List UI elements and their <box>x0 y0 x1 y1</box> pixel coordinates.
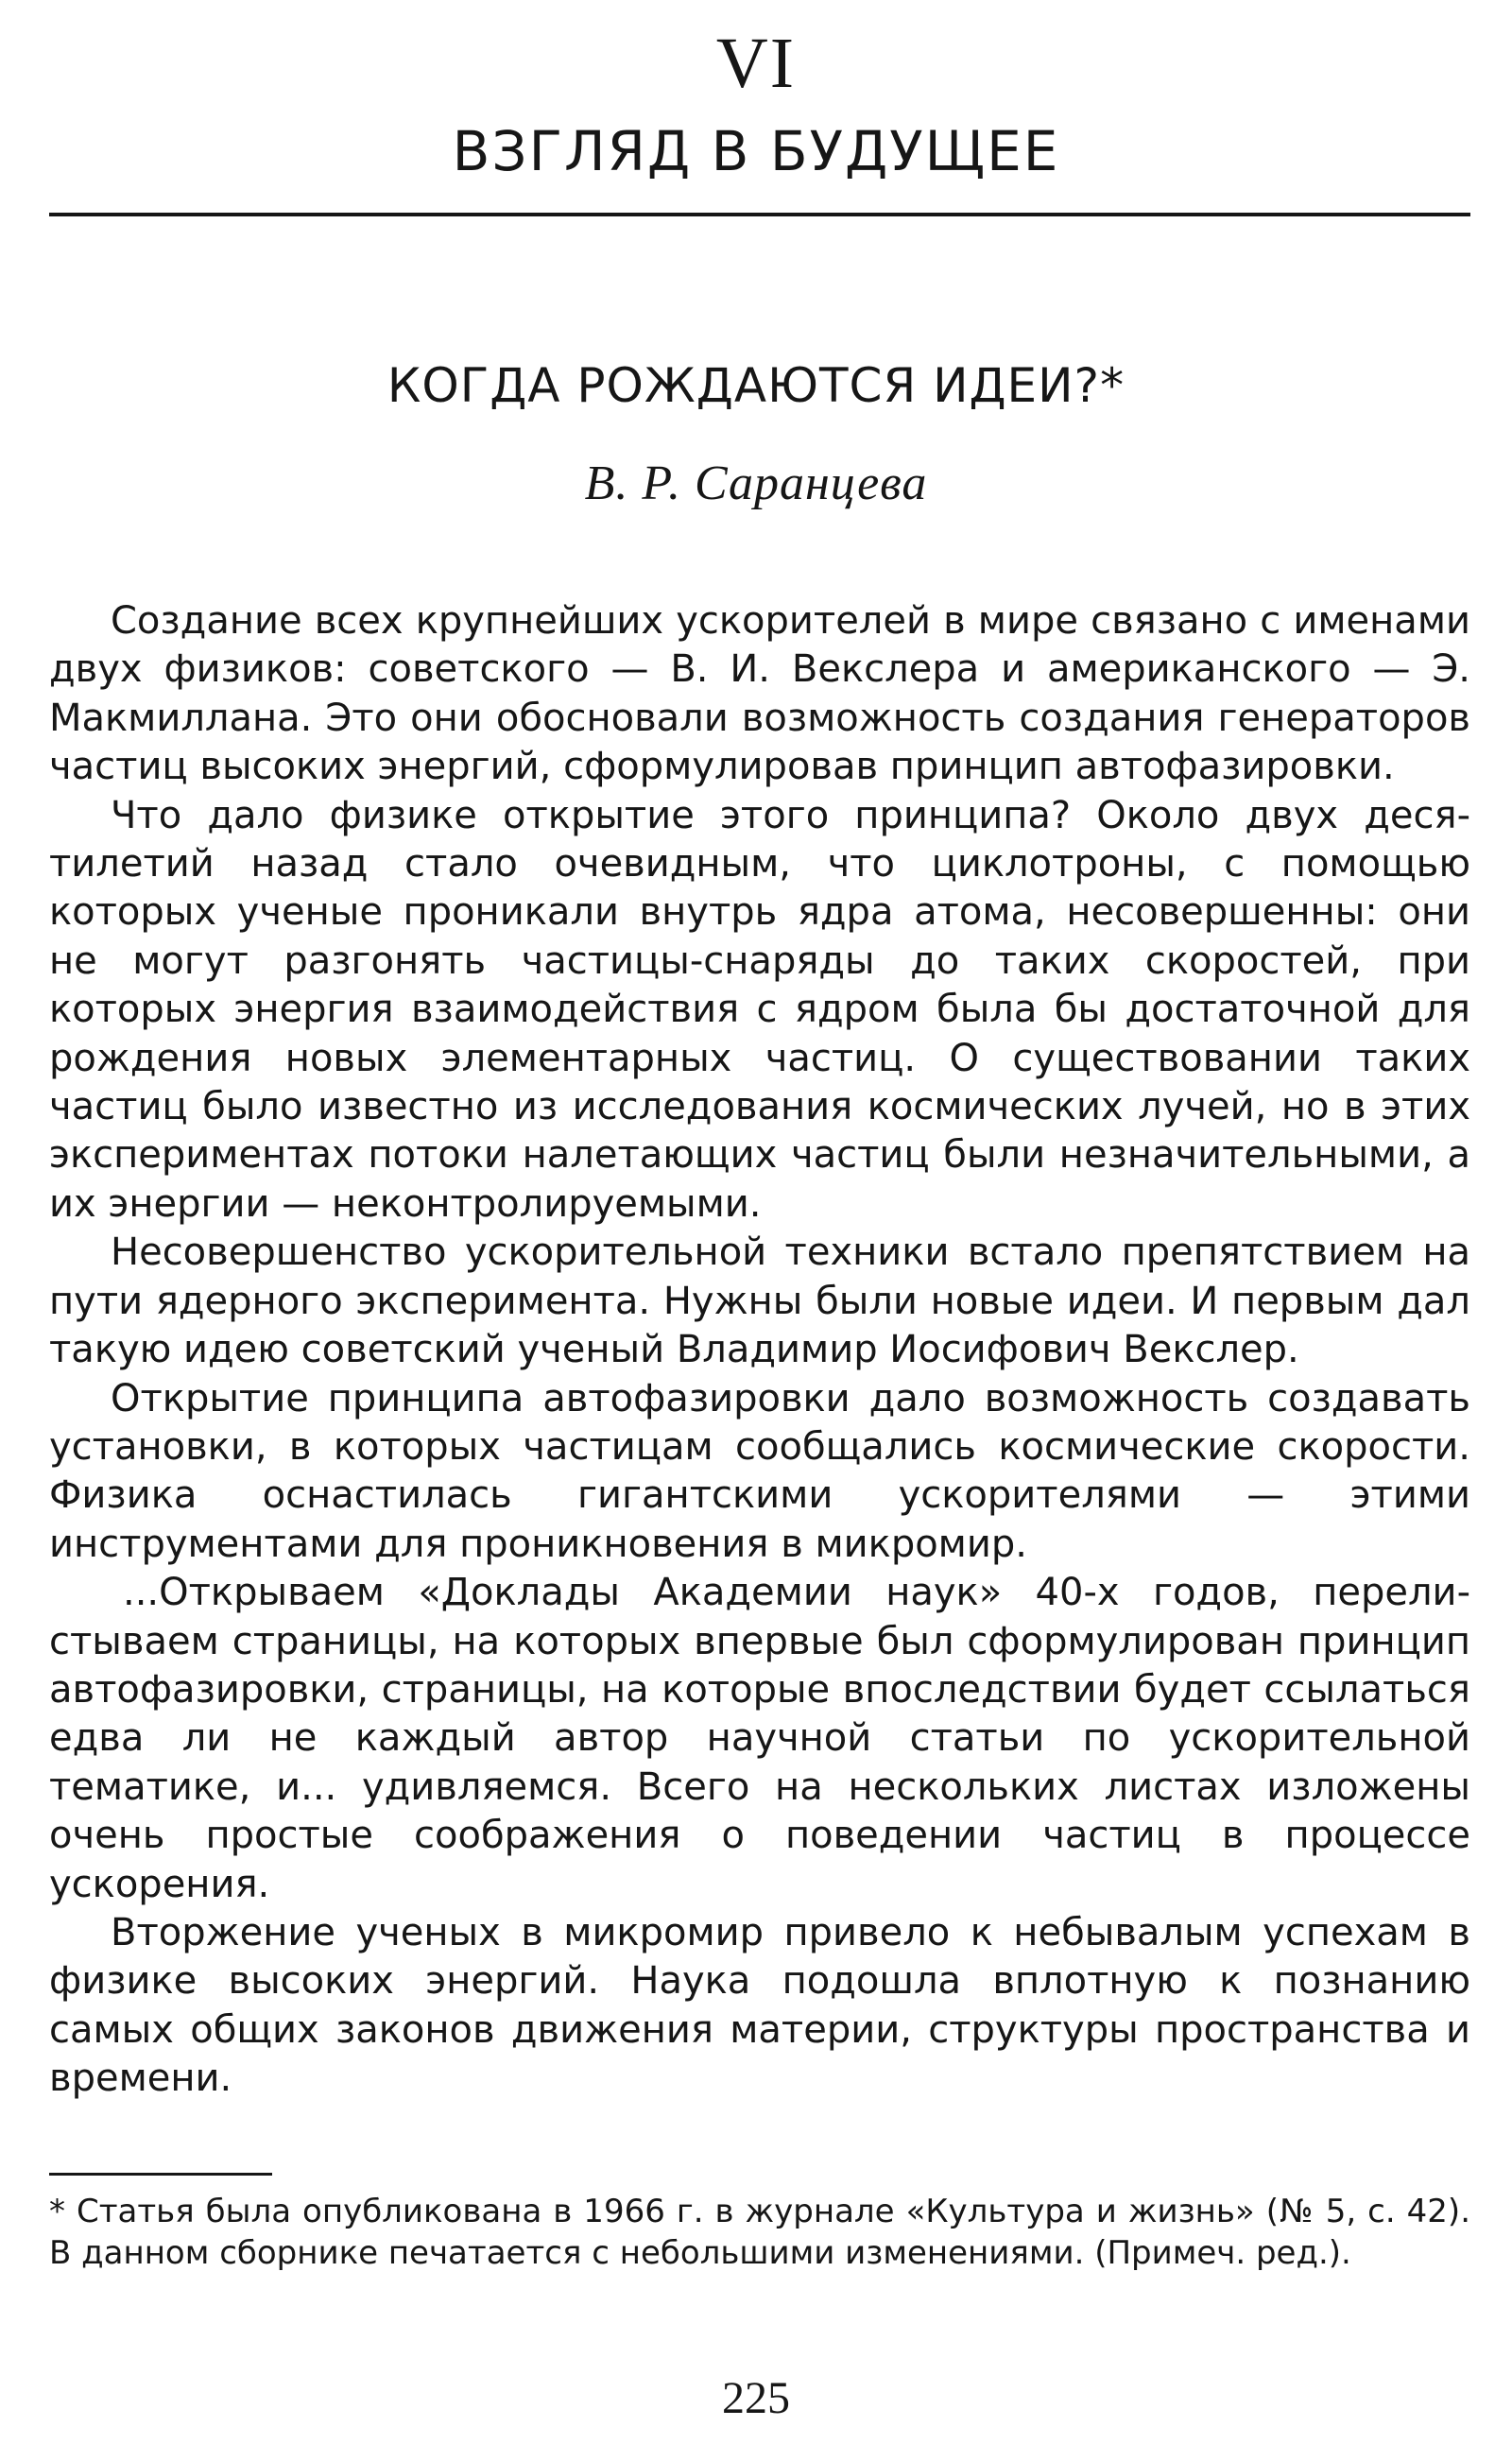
article-body <box>49 597 1470 2104</box>
chapter-divider <box>49 213 1470 216</box>
paragraph: Что дало физике открытие этого принципа? Около двух десятилетий назад стало очевидным, что циклотроны, с помощью которых ученые проникали внутрь ядра атома, несовершенны: они не могут разгонять частицы-снаряды до таких скоростей, при которых энергия взаимодействия с ядром была бы достаточной для рождения новых элементарных частиц. О существовании таких частиц было известно из исследования космических лучей, но в этих экспериментах потоки налетающих частиц были незначительными, а их энергии — неконтролируемыми. <box>49 793 1470 1226</box>
paragraph: Несовершенство ускорительной техники встало препятствием на пути ядерного эксперимента. Нужны были новые идеи. И первым дал такую идею советский ученый Владимир Иосифович Векслер. <box>49 1230 1470 1372</box>
chapter-title: ВЗГЛЯД В БУДУЩЕЕ <box>452 119 1060 183</box>
footnote-divider <box>49 2173 272 2176</box>
chapter-number: VI <box>715 24 797 103</box>
article-author: В. Р. Саранцева <box>584 456 928 510</box>
footnote: * Статья была опубликована в 1966 г. в журнале «Культура и жизнь» (№ 5, с. 42). В данном сборнике печатается с небольшими изменениями. (Примеч. ред.). <box>49 2193 1470 2272</box>
paragraph: ...Открываем «Доклады Академии наук» 40-х годов, перелистываем страницы, на которых впервые был сформулирован принцип автофазировки, страницы, на которые впоследствии будет ссылаться едва ли не каждый автор научной статьи по ускорительной тематике, и... удивляемся. Всего на нескольких листах изложены очень простые соображения о поведении частиц в процессе ускорения. <box>49 1571 1470 1906</box>
paragraph: Создание всех крупнейших ускорителей в мире связано с именами двух физиков: советского — В. И. Векслера и американского — Э. Макмиллана. Это они обосновали возможность создания генераторов частиц высоких энергий, сформулировав принцип автофазировки. <box>49 599 1470 789</box>
article-title: КОГДА РОЖДАЮТСЯ ИДЕИ?* <box>387 358 1125 413</box>
paragraph: Открытие принципа автофазировки дало возможность создавать установки, в которых частицам сообщались космические скорости. Физика оснастилась гигантскими ускорителями — этими инструментами для проникновения в микромир. <box>49 1376 1470 1566</box>
page-number: 225 <box>722 2373 790 2423</box>
paragraph: Вторжение ученых в микромир привело к небывалым успехам в физике высоких энергий. Наука подошла вплотную к познанию самых общих законов движения материи, структуры пространства и времени. <box>49 1910 1470 2101</box>
